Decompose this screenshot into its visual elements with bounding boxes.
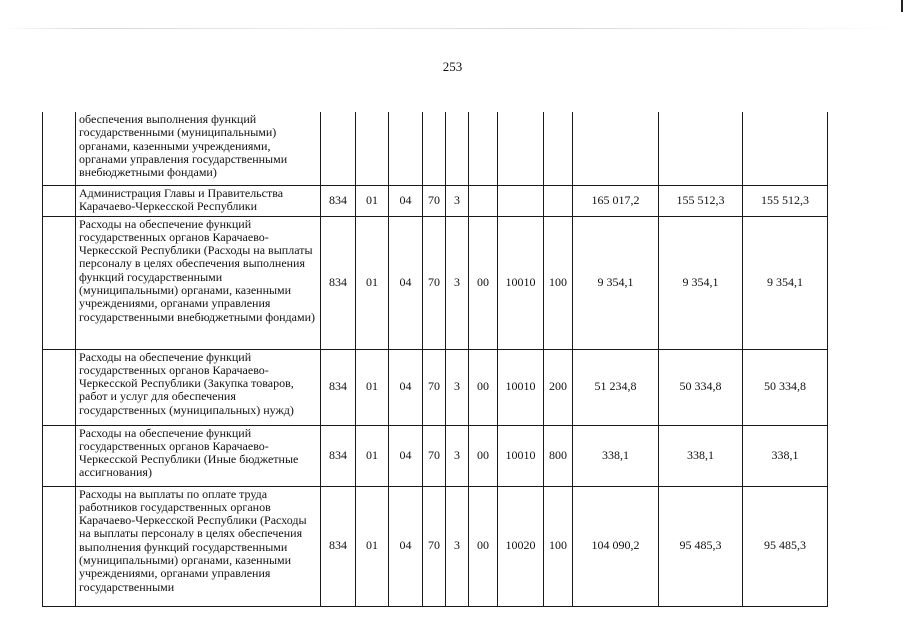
subsection-cell — [389, 112, 423, 185]
budget-table — [42, 112, 828, 607]
amount-2-cell: 95 485,3 — [659, 486, 743, 606]
description-cell: Администрация Главы и Правительства Карачаево-Черкесской Республики — [76, 185, 321, 216]
subprogram-cell — [446, 112, 469, 185]
table-row — [43, 216, 828, 349]
amount-2-cell: 155 512,3 — [659, 185, 743, 216]
amount-3-cell: 50 334,8 — [743, 349, 828, 425]
subprogram-cell: 3 — [446, 216, 469, 349]
section-cell: 01 — [356, 185, 389, 216]
subprogram-cell: 3 — [446, 349, 469, 425]
description-cell: Расходы на обеспечение функций государственных органов Карачаево-Черкесской Республики (Закупка товаров, работ и услуг для обеспечения государственных (муниципальных) нужд) — [76, 349, 321, 425]
amount-2-cell: 9 354,1 — [659, 216, 743, 349]
direction-cell: 10020 — [498, 486, 544, 606]
direction-cell: 10010 — [498, 425, 544, 486]
program-cell: 70 — [423, 486, 446, 606]
page-number: 253 — [442, 59, 463, 74]
program-cell: 70 — [423, 425, 446, 486]
expense-type-cell — [544, 112, 573, 185]
block-cell: 00 — [469, 216, 498, 349]
program-cell — [423, 112, 446, 185]
scan-corner-mark — [901, 0, 903, 12]
amount-3-cell — [743, 112, 828, 185]
section-cell: 01 — [356, 216, 389, 349]
row-index-cell — [43, 216, 76, 349]
amount-2-cell — [659, 112, 743, 185]
row-index-cell — [43, 486, 76, 606]
program-cell: 70 — [423, 349, 446, 425]
direction-cell — [498, 112, 544, 185]
amount-1-cell: 9 354,1 — [573, 216, 659, 349]
direction-cell — [498, 185, 544, 216]
direction-cell: 10010 — [498, 349, 544, 425]
subsection-cell: 04 — [389, 425, 423, 486]
amount-3-cell: 95 485,3 — [743, 486, 828, 606]
section-cell — [356, 112, 389, 185]
ministry-cell — [321, 112, 356, 185]
description-cell: обеспечения выполнения функций государственными (муниципальными) органами, казенными учреждениями, органами управления государственными внебюджетными фондами) — [76, 112, 321, 185]
table-row — [43, 349, 828, 425]
amount-2-cell: 338,1 — [659, 425, 743, 486]
ministry-cell: 834 — [321, 486, 356, 606]
row-index-cell — [43, 349, 76, 425]
direction-cell: 10010 — [498, 216, 544, 349]
table-row — [43, 112, 828, 185]
amount-3-cell: 155 512,3 — [743, 185, 828, 216]
block-cell — [469, 185, 498, 216]
amount-3-cell: 9 354,1 — [743, 216, 828, 349]
section-cell: 01 — [356, 349, 389, 425]
ministry-cell: 834 — [321, 216, 356, 349]
amount-1-cell: 104 090,2 — [573, 486, 659, 606]
subsection-cell: 04 — [389, 349, 423, 425]
subprogram-cell: 3 — [446, 425, 469, 486]
block-cell: 00 — [469, 425, 498, 486]
row-index-cell — [43, 425, 76, 486]
table-row — [43, 486, 828, 606]
subsection-cell: 04 — [389, 185, 423, 216]
expense-type-cell: 200 — [544, 349, 573, 425]
block-cell — [469, 112, 498, 185]
block-cell: 00 — [469, 349, 498, 425]
ministry-cell: 834 — [321, 185, 356, 216]
amount-1-cell — [573, 112, 659, 185]
expense-type-cell: 100 — [544, 216, 573, 349]
row-index-cell — [43, 112, 76, 185]
scan-artifact-line — [0, 28, 905, 29]
expense-type-cell: 800 — [544, 425, 573, 486]
amount-1-cell: 165 017,2 — [573, 185, 659, 216]
section-cell: 01 — [356, 486, 389, 606]
amount-1-cell: 338,1 — [573, 425, 659, 486]
program-cell: 70 — [423, 216, 446, 349]
table-row — [43, 185, 828, 216]
ministry-cell: 834 — [321, 425, 356, 486]
ministry-cell: 834 — [321, 349, 356, 425]
subprogram-cell: 3 — [446, 486, 469, 606]
table-row — [43, 425, 828, 486]
amount-3-cell: 338,1 — [743, 425, 828, 486]
subsection-cell: 04 — [389, 486, 423, 606]
block-cell: 00 — [469, 486, 498, 606]
amount-2-cell: 50 334,8 — [659, 349, 743, 425]
section-cell: 01 — [356, 425, 389, 486]
subsection-cell: 04 — [389, 216, 423, 349]
program-cell: 70 — [423, 185, 446, 216]
description-cell: Расходы на обеспечение функций государственных органов Карачаево-Черкесской Республики (Иные бюджетные ассигнования) — [76, 425, 321, 486]
description-cell: Расходы на обеспечение функций государственных органов Карачаево-Черкесской Республики (Расходы на выплаты персоналу в целях обеспечения выполнения функций государственными (муниципальными) органами, казенными учреждениями, органами управления государственными внебюджетными фондами) — [76, 216, 321, 349]
expense-type-cell — [544, 185, 573, 216]
subprogram-cell: 3 — [446, 185, 469, 216]
row-index-cell — [43, 185, 76, 216]
expense-type-cell: 100 — [544, 486, 573, 606]
description-cell: Расходы на выплаты по оплате труда работников государственных органов Карачаево-Черкесской Республики (Расходы на выплаты персоналу в целях обеспечения выполнения функций государственными (муниципальными) органами, казенными учреждениями, органами управления государственными — [76, 486, 321, 606]
amount-1-cell: 51 234,8 — [573, 349, 659, 425]
